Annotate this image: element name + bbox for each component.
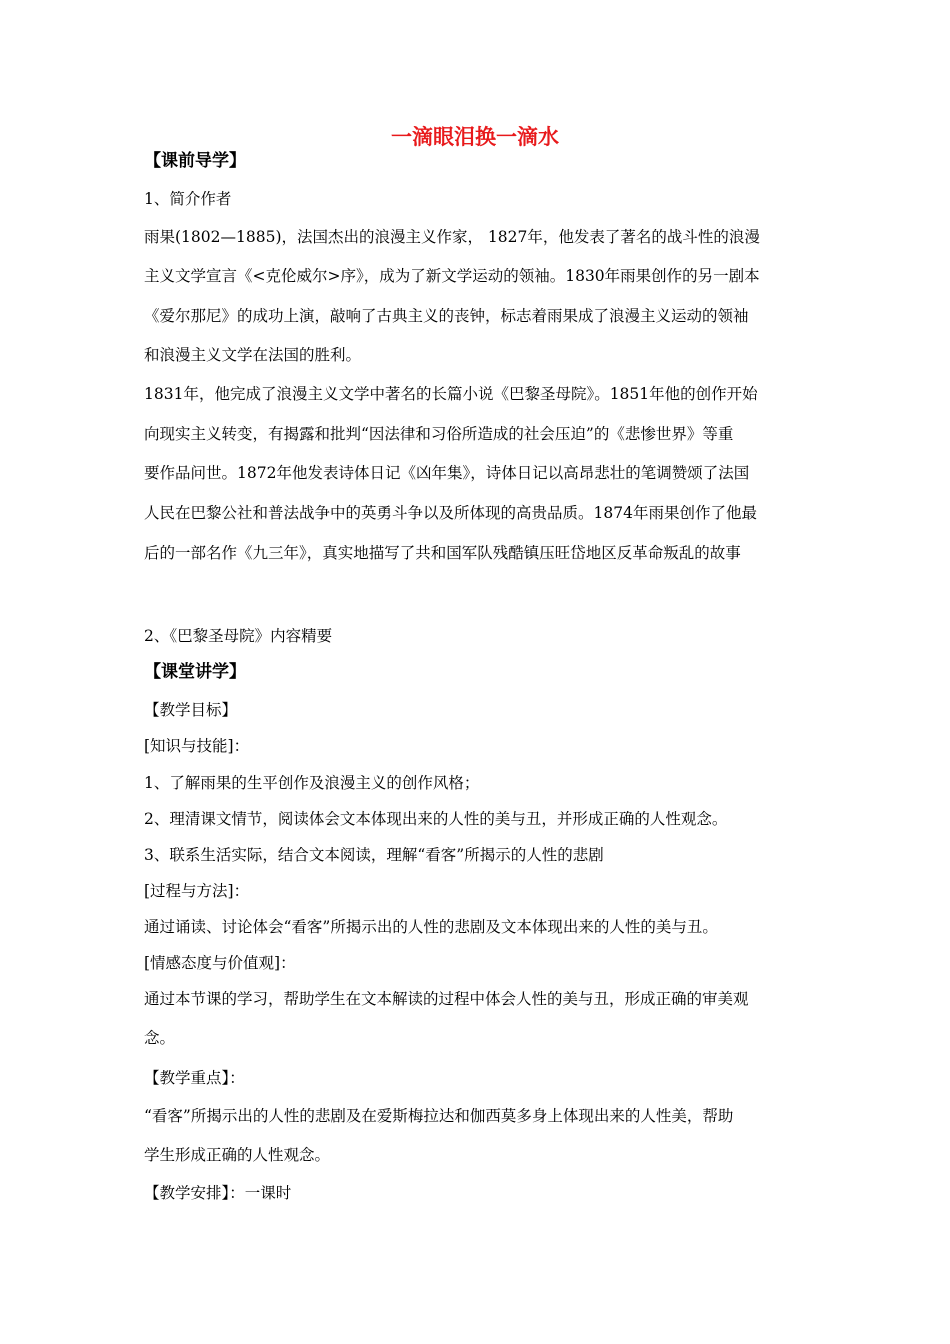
author-para1-line-1: 雨果(1802—1885)，法国杰出的浪漫主义作家， 1827年，他发表了著名的战斗性的浪漫 (144, 228, 760, 246)
knowledge-item-1: 1、了解雨果的生平创作及浪漫主义的创作风格； (144, 774, 480, 792)
author-para2-line-5: 后的一部名作《九三年》，真实地描写了共和国军队残酷镇压旺岱地区反革命叛乱的故事 (144, 544, 741, 562)
author-para2-line-1: 1831年，他完成了浪漫主义文学中著名的长篇小说《巴黎圣母院》。1851年他的创作开始 (144, 385, 758, 403)
knowledge-skills-heading: [知识与技能]： (144, 737, 250, 755)
author-para2-line-2: 向现实主义转变，有揭露和批判“因法律和习俗所造成的社会压迫”的《悲惨世界》等重 (144, 425, 734, 443)
author-para1-line-4: 和浪漫主义文学在法国的胜利。 (144, 346, 362, 364)
arrangement-label: 【教学安排】： (144, 1184, 245, 1202)
author-para2-line-4: 人民在巴黎公社和普法战争中的英勇斗争以及所体现的高贵品质。1874年雨果创作了他最 (144, 504, 757, 522)
key-points-line-2: 学生形成正确的人性观念。 (144, 1146, 331, 1164)
author-para1-line-3: 《爱尔那尼》的成功上演，敲响了古典主义的丧钟，标志着雨果成了浪漫主义运动的领袖 (144, 307, 749, 325)
document-title: 一滴眼泪换一滴水 (391, 125, 559, 149)
teaching-arrangement (144, 1182, 814, 1204)
in-class-heading: 【课堂讲学】 (144, 662, 246, 682)
emotion-values-line-2: 念。 (144, 1029, 176, 1047)
knowledge-item-3: 3、联系生活实际，结合文本阅读，理解“看客”所揭示的人性的悲剧 (144, 846, 604, 864)
process-methods-heading: [过程与方法]： (144, 882, 250, 900)
process-methods-text: 通过诵读、讨论体会“看客”所揭示出的人性的悲剧及文本体现出来的人性的美与丑。 (144, 918, 718, 936)
author-para2-line-3: 要作品问世。1872年他发表诗体日记《凶年集》，诗体日记以高昂悲壮的笔调赞颂了法国 (144, 464, 750, 482)
arrangement-value: 一课时 (244, 1184, 292, 1202)
author-para1-line-2: 主义文学宣言《<克伦威尔>序》，成为了新文学运动的领袖。1830年雨果创作的另一剧本 (144, 267, 760, 285)
key-points-line-1: “看客”所揭示出的人性的悲剧及在爱斯梅拉达和伽西莫多身上体现出来的人性美，帮助 (144, 1107, 734, 1125)
author-intro-heading: 1、简介作者 (144, 190, 232, 208)
knowledge-item-2: 2、理清课文情节，阅读体会文本体现出来的人性的美与丑，并形成正确的人性观念。 (144, 810, 728, 828)
key-points-heading: 【教学重点】： (144, 1069, 245, 1087)
novel-summary-heading: 2、《巴黎圣母院》内容精要 (144, 627, 333, 645)
emotion-values-heading: [情感态度与价值观]： (144, 954, 296, 972)
pre-class-heading: 【课前导学】 (144, 151, 246, 171)
emotion-values-line-1: 通过本节课的学习，帮助学生在文本解读的过程中体会人性的美与丑，形成正确的审美观 (144, 990, 749, 1008)
teaching-goals-heading: 【教学目标】 (144, 701, 238, 719)
